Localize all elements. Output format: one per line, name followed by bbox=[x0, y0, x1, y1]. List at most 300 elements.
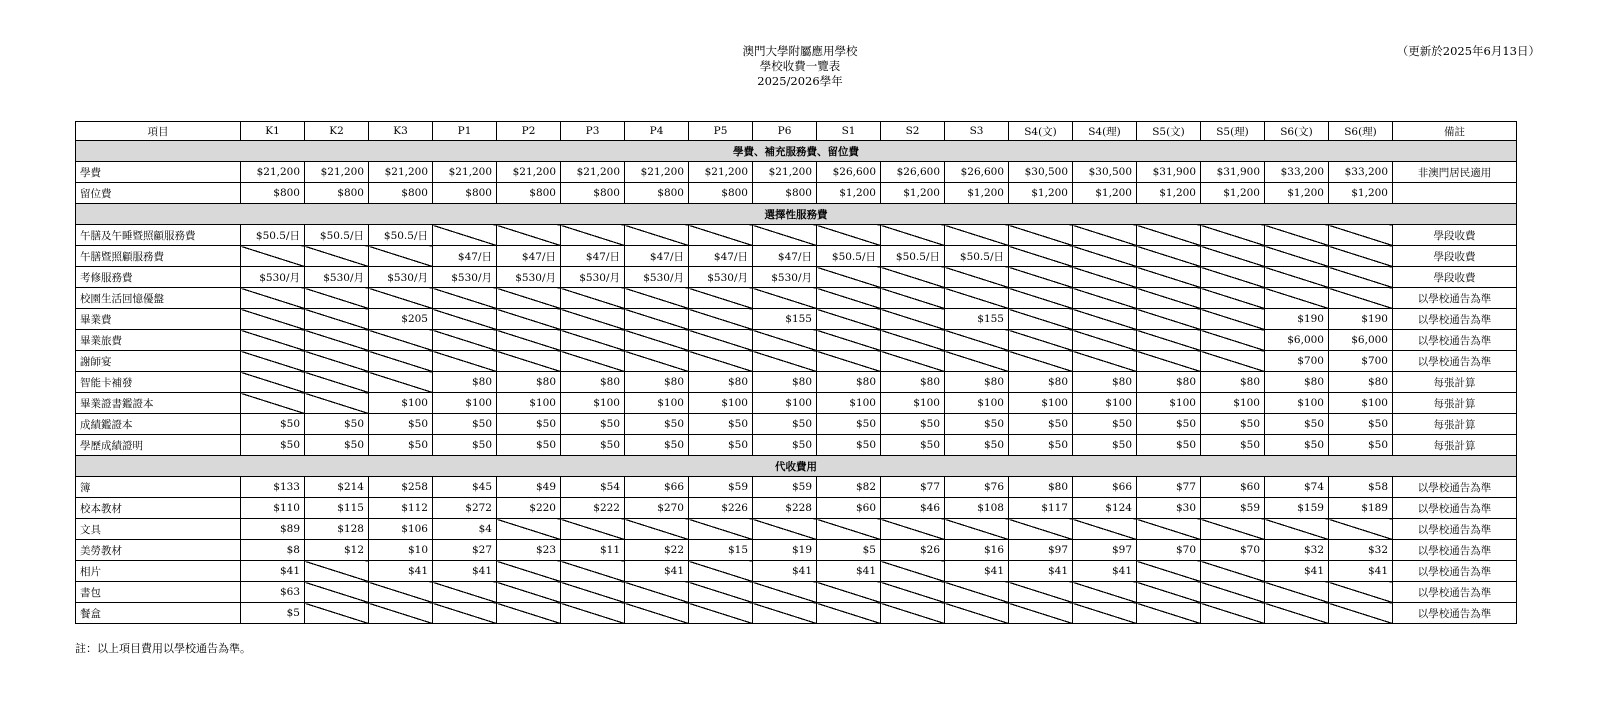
fee-cell: $46 bbox=[881, 498, 945, 519]
not-applicable-cell bbox=[433, 351, 497, 372]
fee-cell: $50.5/日 bbox=[369, 225, 433, 246]
fee-cell: $530/月 bbox=[369, 267, 433, 288]
fee-cell: $50 bbox=[625, 414, 689, 435]
not-applicable-cell bbox=[753, 225, 817, 246]
not-applicable-cell bbox=[1329, 246, 1393, 267]
row-label: 相片 bbox=[76, 561, 241, 582]
fee-cell: $41 bbox=[1073, 561, 1137, 582]
row-label: 畢業費 bbox=[76, 309, 241, 330]
fee-cell: $21,200 bbox=[369, 162, 433, 183]
not-applicable-cell bbox=[1009, 225, 1073, 246]
not-applicable-cell bbox=[305, 372, 369, 393]
not-applicable-cell bbox=[881, 225, 945, 246]
fee-cell: $41 bbox=[1009, 561, 1073, 582]
fee-cell: $50 bbox=[561, 414, 625, 435]
fee-cell: $50 bbox=[817, 414, 881, 435]
not-applicable-cell bbox=[305, 288, 369, 309]
fee-cell: $19 bbox=[753, 540, 817, 561]
table-row bbox=[76, 561, 1517, 582]
not-applicable-cell bbox=[1201, 351, 1265, 372]
fee-cell: $47/日 bbox=[625, 246, 689, 267]
not-applicable-cell bbox=[881, 561, 945, 582]
document-title: 學校收費一覽表 bbox=[759, 59, 841, 73]
not-applicable-cell bbox=[881, 267, 945, 288]
not-applicable-cell bbox=[625, 603, 689, 624]
fee-cell: $100 bbox=[945, 393, 1009, 414]
not-applicable-cell bbox=[497, 330, 561, 351]
remark-cell: 以學校通告為準 bbox=[1393, 519, 1517, 540]
not-applicable-cell bbox=[305, 582, 369, 603]
fee-cell: $50 bbox=[305, 435, 369, 456]
not-applicable-cell bbox=[561, 582, 625, 603]
column-header: P1 bbox=[433, 122, 497, 141]
fee-cell: $33,200 bbox=[1329, 162, 1393, 183]
fee-cell: $100 bbox=[817, 393, 881, 414]
not-applicable-cell bbox=[497, 561, 561, 582]
fee-cell: $80 bbox=[1009, 477, 1073, 498]
fee-cell: $16 bbox=[945, 540, 1009, 561]
fee-cell: $50 bbox=[1073, 435, 1137, 456]
fee-cell: $50.5/日 bbox=[241, 225, 305, 246]
fee-cell: $97 bbox=[1073, 540, 1137, 561]
not-applicable-cell bbox=[881, 330, 945, 351]
fee-cell: $63 bbox=[241, 582, 305, 603]
not-applicable-cell bbox=[1073, 267, 1137, 288]
fee-cell: $45 bbox=[433, 477, 497, 498]
not-applicable-cell bbox=[433, 582, 497, 603]
row-label: 畢業旅費 bbox=[76, 330, 241, 351]
fee-cell: $100 bbox=[497, 393, 561, 414]
fee-cell: $1,200 bbox=[881, 183, 945, 204]
not-applicable-cell bbox=[433, 288, 497, 309]
section-title: 學費、補充服務費、留位費 bbox=[76, 141, 1517, 162]
row-label: 考修服務費 bbox=[76, 267, 241, 288]
fee-cell: $800 bbox=[369, 183, 433, 204]
not-applicable-cell bbox=[753, 582, 817, 603]
column-header: 備註 bbox=[1393, 122, 1517, 141]
fee-cell: $41 bbox=[945, 561, 1009, 582]
fee-cell: $60 bbox=[1201, 477, 1265, 498]
not-applicable-cell bbox=[305, 351, 369, 372]
section-header-row bbox=[76, 456, 1517, 477]
fee-cell: $31,900 bbox=[1201, 162, 1265, 183]
not-applicable-cell bbox=[497, 582, 561, 603]
table-row bbox=[76, 519, 1517, 540]
column-header: S5(文) bbox=[1137, 122, 1201, 141]
table-row bbox=[76, 393, 1517, 414]
fee-cell: $21,200 bbox=[561, 162, 625, 183]
not-applicable-cell bbox=[369, 246, 433, 267]
remark-cell: 以學校通告為準 bbox=[1393, 498, 1517, 519]
fee-cell: $41 bbox=[1329, 561, 1393, 582]
row-label: 午膳及午睡暨照顧服務費 bbox=[76, 225, 241, 246]
column-header: S3 bbox=[945, 122, 1009, 141]
fee-cell: $50 bbox=[753, 435, 817, 456]
row-label: 餐盒 bbox=[76, 603, 241, 624]
not-applicable-cell bbox=[689, 309, 753, 330]
not-applicable-cell bbox=[1009, 582, 1073, 603]
fee-cell: $41 bbox=[433, 561, 497, 582]
not-applicable-cell bbox=[241, 246, 305, 267]
fee-cell: $21,200 bbox=[241, 162, 305, 183]
fee-cell: $77 bbox=[881, 477, 945, 498]
remark-cell: 每張計算 bbox=[1393, 414, 1517, 435]
fee-cell: $222 bbox=[561, 498, 625, 519]
fee-cell: $106 bbox=[369, 519, 433, 540]
table-row bbox=[76, 435, 1517, 456]
fee-cell: $100 bbox=[1265, 393, 1329, 414]
fee-cell: $205 bbox=[369, 309, 433, 330]
not-applicable-cell bbox=[689, 288, 753, 309]
not-applicable-cell bbox=[881, 603, 945, 624]
not-applicable-cell bbox=[881, 309, 945, 330]
not-applicable-cell bbox=[1265, 246, 1329, 267]
fee-cell: $190 bbox=[1329, 309, 1393, 330]
fee-cell: $50 bbox=[945, 414, 1009, 435]
fee-cell: $50 bbox=[945, 435, 1009, 456]
not-applicable-cell bbox=[561, 330, 625, 351]
not-applicable-cell bbox=[1329, 267, 1393, 288]
fee-cell: $8 bbox=[241, 540, 305, 561]
fee-cell: $100 bbox=[881, 393, 945, 414]
fee-cell: $59 bbox=[753, 477, 817, 498]
not-applicable-cell bbox=[753, 519, 817, 540]
fee-cell: $530/月 bbox=[497, 267, 561, 288]
fee-cell: $82 bbox=[817, 477, 881, 498]
not-applicable-cell bbox=[881, 519, 945, 540]
fee-cell: $108 bbox=[945, 498, 1009, 519]
not-applicable-cell bbox=[1009, 267, 1073, 288]
fee-cell: $50 bbox=[753, 414, 817, 435]
table-row bbox=[76, 603, 1517, 624]
not-applicable-cell bbox=[1137, 288, 1201, 309]
table-row bbox=[76, 330, 1517, 351]
not-applicable-cell bbox=[1329, 582, 1393, 603]
table-row bbox=[76, 309, 1517, 330]
not-applicable-cell bbox=[369, 582, 433, 603]
not-applicable-cell bbox=[241, 309, 305, 330]
not-applicable-cell bbox=[817, 603, 881, 624]
table-row bbox=[76, 288, 1517, 309]
not-applicable-cell bbox=[1009, 603, 1073, 624]
fee-cell: $50 bbox=[369, 414, 433, 435]
table-row bbox=[76, 498, 1517, 519]
not-applicable-cell bbox=[369, 351, 433, 372]
fee-cell: $66 bbox=[625, 477, 689, 498]
fee-cell: $800 bbox=[497, 183, 561, 204]
column-header: K1 bbox=[241, 122, 305, 141]
fee-cell: $4 bbox=[433, 519, 497, 540]
not-applicable-cell bbox=[625, 519, 689, 540]
fee-cell: $58 bbox=[1329, 477, 1393, 498]
fee-cell: $100 bbox=[561, 393, 625, 414]
fee-cell: $41 bbox=[1265, 561, 1329, 582]
row-label: 學歷成績證明 bbox=[76, 435, 241, 456]
not-applicable-cell bbox=[1201, 225, 1265, 246]
fee-cell: $228 bbox=[753, 498, 817, 519]
not-applicable-cell bbox=[817, 288, 881, 309]
fee-cell: $190 bbox=[1265, 309, 1329, 330]
not-applicable-cell bbox=[945, 351, 1009, 372]
fee-cell: $97 bbox=[1009, 540, 1073, 561]
remark-cell: 以學校通告為準 bbox=[1393, 561, 1517, 582]
fee-cell: $49 bbox=[497, 477, 561, 498]
not-applicable-cell bbox=[1137, 561, 1201, 582]
remark-cell bbox=[1393, 183, 1517, 204]
not-applicable-cell bbox=[1201, 330, 1265, 351]
not-applicable-cell bbox=[945, 519, 1009, 540]
not-applicable-cell bbox=[497, 351, 561, 372]
fee-table bbox=[75, 121, 1517, 624]
fee-cell: $66 bbox=[1073, 477, 1137, 498]
fee-cell: $50 bbox=[689, 414, 753, 435]
fee-cell: $1,200 bbox=[1329, 183, 1393, 204]
not-applicable-cell bbox=[689, 330, 753, 351]
not-applicable-cell bbox=[1201, 246, 1265, 267]
fee-cell: $60 bbox=[817, 498, 881, 519]
fee-cell: $50 bbox=[241, 435, 305, 456]
fee-cell: $1,200 bbox=[1265, 183, 1329, 204]
fee-cell: $80 bbox=[753, 372, 817, 393]
column-header: S5(理) bbox=[1201, 122, 1265, 141]
not-applicable-cell bbox=[1201, 288, 1265, 309]
column-header: K3 bbox=[369, 122, 433, 141]
table-row bbox=[76, 183, 1517, 204]
fee-cell: $270 bbox=[625, 498, 689, 519]
not-applicable-cell bbox=[817, 309, 881, 330]
table-body bbox=[76, 141, 1517, 624]
fee-cell: $77 bbox=[1137, 477, 1201, 498]
not-applicable-cell bbox=[1137, 603, 1201, 624]
not-applicable-cell bbox=[945, 288, 1009, 309]
fee-cell: $1,200 bbox=[817, 183, 881, 204]
fee-cell: $159 bbox=[1265, 498, 1329, 519]
fee-cell: $32 bbox=[1265, 540, 1329, 561]
section-header-row bbox=[76, 141, 1517, 162]
fee-cell: $50 bbox=[689, 435, 753, 456]
fee-cell: $70 bbox=[1201, 540, 1265, 561]
fee-cell: $76 bbox=[945, 477, 1009, 498]
fee-cell: $50.5/日 bbox=[945, 246, 1009, 267]
not-applicable-cell bbox=[1201, 519, 1265, 540]
not-applicable-cell bbox=[1073, 351, 1137, 372]
fee-cell: $32 bbox=[1329, 540, 1393, 561]
not-applicable-cell bbox=[433, 330, 497, 351]
not-applicable-cell bbox=[817, 330, 881, 351]
fee-cell: $100 bbox=[753, 393, 817, 414]
fee-cell: $700 bbox=[1329, 351, 1393, 372]
not-applicable-cell bbox=[817, 351, 881, 372]
column-header: 項目 bbox=[76, 122, 241, 141]
fee-cell: $26,600 bbox=[881, 162, 945, 183]
not-applicable-cell bbox=[817, 267, 881, 288]
fee-cell: $50.5/日 bbox=[881, 246, 945, 267]
not-applicable-cell bbox=[689, 351, 753, 372]
fee-cell: $30,500 bbox=[1009, 162, 1073, 183]
not-applicable-cell bbox=[625, 225, 689, 246]
fee-cell: $117 bbox=[1009, 498, 1073, 519]
column-header: S4(文) bbox=[1009, 122, 1073, 141]
not-applicable-cell bbox=[625, 351, 689, 372]
section-header-row bbox=[76, 204, 1517, 225]
fee-cell: $50 bbox=[433, 414, 497, 435]
fee-cell: $47/日 bbox=[689, 246, 753, 267]
not-applicable-cell bbox=[1073, 288, 1137, 309]
not-applicable-cell bbox=[561, 561, 625, 582]
fee-cell: $110 bbox=[241, 498, 305, 519]
fee-cell: $80 bbox=[625, 372, 689, 393]
not-applicable-cell bbox=[753, 603, 817, 624]
fee-cell: $30,500 bbox=[1073, 162, 1137, 183]
fee-cell: $530/月 bbox=[625, 267, 689, 288]
fee-cell: $100 bbox=[433, 393, 497, 414]
fee-cell: $89 bbox=[241, 519, 305, 540]
fee-cell: $50 bbox=[1073, 414, 1137, 435]
not-applicable-cell bbox=[1009, 288, 1073, 309]
fee-cell: $50 bbox=[1201, 435, 1265, 456]
not-applicable-cell bbox=[1265, 225, 1329, 246]
not-applicable-cell bbox=[497, 309, 561, 330]
not-applicable-cell bbox=[1073, 225, 1137, 246]
fee-cell: $21,200 bbox=[689, 162, 753, 183]
fee-cell: $26 bbox=[881, 540, 945, 561]
remark-cell: 非澳門居民適用 bbox=[1393, 162, 1517, 183]
fee-cell: $128 bbox=[305, 519, 369, 540]
fee-cell: $80 bbox=[497, 372, 561, 393]
fee-cell: $80 bbox=[1073, 372, 1137, 393]
fee-cell: $530/月 bbox=[433, 267, 497, 288]
remark-cell: 學段收費 bbox=[1393, 246, 1517, 267]
not-applicable-cell bbox=[241, 288, 305, 309]
fee-cell: $50 bbox=[881, 414, 945, 435]
not-applicable-cell bbox=[1073, 582, 1137, 603]
fee-cell: $124 bbox=[1073, 498, 1137, 519]
fee-cell: $50 bbox=[497, 435, 561, 456]
fee-cell: $30 bbox=[1137, 498, 1201, 519]
fee-cell: $80 bbox=[1201, 372, 1265, 393]
fee-cell: $1,200 bbox=[1137, 183, 1201, 204]
not-applicable-cell bbox=[497, 603, 561, 624]
fee-cell: $214 bbox=[305, 477, 369, 498]
remark-cell: 每張計算 bbox=[1393, 372, 1517, 393]
fee-cell: $50 bbox=[1329, 414, 1393, 435]
fee-cell: $80 bbox=[945, 372, 1009, 393]
row-label: 文具 bbox=[76, 519, 241, 540]
section-title: 選擇性服務費 bbox=[76, 204, 1517, 225]
fee-cell: $33,200 bbox=[1265, 162, 1329, 183]
not-applicable-cell bbox=[433, 309, 497, 330]
fee-cell: $80 bbox=[881, 372, 945, 393]
fee-cell: $226 bbox=[689, 498, 753, 519]
not-applicable-cell bbox=[945, 225, 1009, 246]
row-label: 學費 bbox=[76, 162, 241, 183]
not-applicable-cell bbox=[1201, 561, 1265, 582]
row-label: 簿 bbox=[76, 477, 241, 498]
not-applicable-cell bbox=[561, 288, 625, 309]
fee-cell: $100 bbox=[1201, 393, 1265, 414]
not-applicable-cell bbox=[753, 330, 817, 351]
fee-cell: $50 bbox=[881, 435, 945, 456]
fee-cell: $21,200 bbox=[497, 162, 561, 183]
not-applicable-cell bbox=[241, 330, 305, 351]
fee-cell: $6,000 bbox=[1329, 330, 1393, 351]
fee-cell: $1,200 bbox=[945, 183, 1009, 204]
not-applicable-cell bbox=[1265, 267, 1329, 288]
fee-cell: $50 bbox=[561, 435, 625, 456]
not-applicable-cell bbox=[305, 393, 369, 414]
table-row bbox=[76, 225, 1517, 246]
fee-cell: $80 bbox=[1137, 372, 1201, 393]
table-row bbox=[76, 582, 1517, 603]
fee-cell: $1,200 bbox=[1009, 183, 1073, 204]
not-applicable-cell bbox=[433, 225, 497, 246]
fee-cell: $21,200 bbox=[305, 162, 369, 183]
fee-cell: $100 bbox=[1009, 393, 1073, 414]
not-applicable-cell bbox=[1137, 225, 1201, 246]
not-applicable-cell bbox=[1009, 309, 1073, 330]
fee-cell: $800 bbox=[433, 183, 497, 204]
table-row bbox=[76, 267, 1517, 288]
fee-cell: $50 bbox=[1329, 435, 1393, 456]
remark-cell: 學段收費 bbox=[1393, 225, 1517, 246]
fee-cell: $258 bbox=[369, 477, 433, 498]
fee-cell: $1,200 bbox=[1201, 183, 1265, 204]
school-name: 澳門大學附屬應用學校 bbox=[742, 44, 858, 58]
table-row bbox=[76, 477, 1517, 498]
not-applicable-cell bbox=[497, 225, 561, 246]
fee-cell: $155 bbox=[945, 309, 1009, 330]
not-applicable-cell bbox=[1009, 351, 1073, 372]
remark-cell: 以學校通告為準 bbox=[1393, 582, 1517, 603]
fee-cell: $530/月 bbox=[753, 267, 817, 288]
not-applicable-cell bbox=[945, 267, 1009, 288]
not-applicable-cell bbox=[1009, 246, 1073, 267]
updated-date: （更新於2025年6月13日） bbox=[1396, 44, 1540, 58]
column-header: S6(理) bbox=[1329, 122, 1393, 141]
fee-cell: $530/月 bbox=[689, 267, 753, 288]
not-applicable-cell bbox=[1201, 267, 1265, 288]
fee-cell: $50 bbox=[241, 414, 305, 435]
not-applicable-cell bbox=[817, 225, 881, 246]
fee-cell: $100 bbox=[1329, 393, 1393, 414]
fee-cell: $50 bbox=[1265, 414, 1329, 435]
remark-cell: 以學校通告為準 bbox=[1393, 351, 1517, 372]
not-applicable-cell bbox=[1073, 603, 1137, 624]
fee-cell: $50 bbox=[1265, 435, 1329, 456]
fee-cell: $74 bbox=[1265, 477, 1329, 498]
fee-cell: $21,200 bbox=[625, 162, 689, 183]
fee-cell: $50 bbox=[369, 435, 433, 456]
column-header: P3 bbox=[561, 122, 625, 141]
column-header: S1 bbox=[817, 122, 881, 141]
fee-cell: $100 bbox=[1073, 393, 1137, 414]
fee-cell: $21,200 bbox=[433, 162, 497, 183]
not-applicable-cell bbox=[817, 582, 881, 603]
column-header: P5 bbox=[689, 122, 753, 141]
not-applicable-cell bbox=[1009, 519, 1073, 540]
fee-cell: $50 bbox=[1137, 435, 1201, 456]
remark-cell: 以學校通告為準 bbox=[1393, 477, 1517, 498]
fee-cell: $50 bbox=[433, 435, 497, 456]
not-applicable-cell bbox=[689, 603, 753, 624]
not-applicable-cell bbox=[881, 351, 945, 372]
fee-cell: $530/月 bbox=[305, 267, 369, 288]
row-label: 成績鑑證本 bbox=[76, 414, 241, 435]
not-applicable-cell bbox=[1137, 582, 1201, 603]
not-applicable-cell bbox=[689, 519, 753, 540]
not-applicable-cell bbox=[945, 603, 1009, 624]
fee-cell: $59 bbox=[689, 477, 753, 498]
